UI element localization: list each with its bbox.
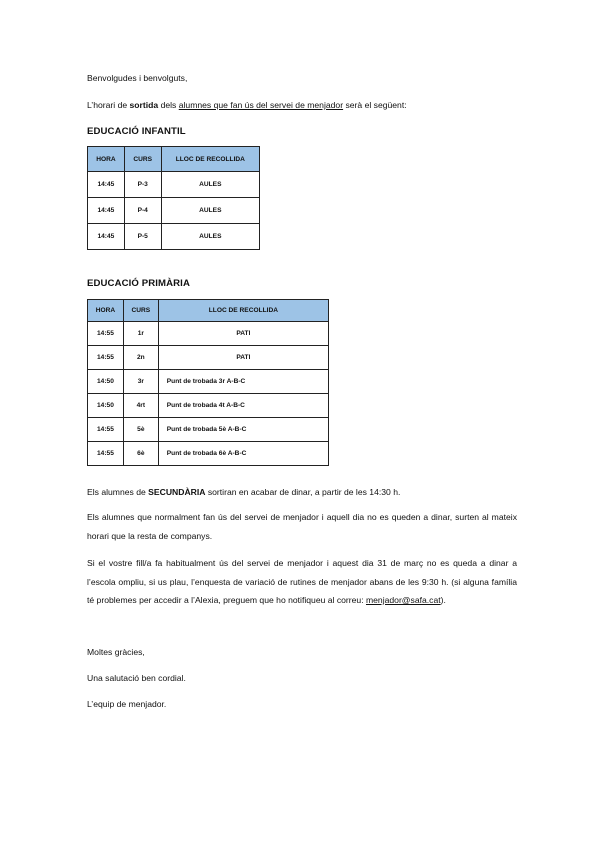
secundaria-before: Els alumnes de	[87, 487, 149, 497]
table-row	[88, 322, 329, 346]
survey-text: Si el vostre fill/a fa habitualment ús del servei de menjador i aquest dia 31 de març no es queda a dinar a l’escola ompliu, si us plau, l’enquesta de variació de rutines de menjador abans de les 9:30 h. (si alguna família té problemes per accedir a l’Alexia, preguem que ho notifiqueu al correu:	[87, 558, 517, 605]
table-cell: 14:55	[88, 346, 124, 370]
table-cell: 14:45	[88, 172, 125, 198]
greeting: Benvolgudes i benvolguts,	[87, 73, 188, 83]
table-cell: PATI	[158, 346, 328, 370]
table-cell: 1r	[123, 322, 158, 346]
table-row	[88, 198, 260, 224]
table-cell: P-3	[124, 172, 161, 198]
infantil-heading: EDUCACIÓ INFANTIL	[87, 126, 186, 137]
intro-bold: sortida	[129, 100, 159, 110]
header-cell: CURS	[123, 300, 158, 322]
header-cell: LLOC DE RECOLLIDA	[161, 147, 259, 172]
secundaria-bold: SECUNDÀRIA	[148, 487, 206, 497]
table-cell: Punt de trobada 3r A-B-C	[158, 370, 328, 394]
table-row	[88, 172, 260, 198]
intro-before: L’horari de	[87, 100, 130, 110]
table-row	[88, 370, 329, 394]
intro-paragraph	[87, 99, 407, 111]
table-cell: Punt de trobada 6è A-B-C	[158, 442, 328, 466]
header-cell: HORA	[88, 147, 125, 172]
primaria-table	[87, 299, 329, 466]
table-cell: 14:55	[88, 418, 124, 442]
table-cell: P-5	[124, 224, 161, 250]
salutation-line: Una salutació ben cordial.	[87, 673, 186, 683]
table-row	[88, 394, 329, 418]
table-cell: AULES	[161, 224, 259, 250]
table-cell: AULES	[161, 198, 259, 224]
table-cell: 14:45	[88, 224, 125, 250]
infantil-table	[87, 146, 260, 250]
table-cell: Punt de trobada 5è A-B-C	[158, 418, 328, 442]
table-cell: Punt de trobada 4t A-B-C	[158, 394, 328, 418]
paragraph-survey	[87, 554, 517, 610]
table-cell: 3r	[123, 370, 158, 394]
table-row	[88, 418, 329, 442]
table-header-row	[88, 300, 329, 322]
table-cell: 2n	[123, 346, 158, 370]
signature-line: L’equip de menjador.	[87, 699, 167, 709]
table-cell: 14:55	[88, 322, 124, 346]
secundaria-after: sortiran en acabar de dinar, a partir de les 14:30 h.	[205, 487, 401, 497]
table-cell: 5è	[123, 418, 158, 442]
thanks-line: Moltes gràcies,	[87, 647, 145, 657]
table-row	[88, 346, 329, 370]
paragraph-no-lunch: Els alumnes que normalment fan ús del servei de menjador i aquell dia no es queden a dinar, surten al mateix horari que la resta de companys.	[87, 512, 517, 541]
header-cell: LLOC DE RECOLLIDA	[158, 300, 328, 322]
table-cell: 6è	[123, 442, 158, 466]
table-row	[88, 442, 329, 466]
table-cell: PATI	[158, 322, 328, 346]
intro-underlined: alumnes que fan ús del servei de menjador	[178, 100, 344, 110]
header-cell: CURS	[124, 147, 161, 172]
email-link[interactable]: menjador@safa.cat	[365, 595, 441, 605]
table-header-row	[88, 147, 260, 172]
intro-after: serà el següent:	[343, 100, 407, 110]
table-cell: 4rt	[123, 394, 158, 418]
intro-middle: dels	[158, 100, 179, 110]
table-cell: 14:50	[88, 370, 124, 394]
table-cell: 14:50	[88, 394, 124, 418]
table-cell: AULES	[161, 172, 259, 198]
survey-end: ).	[440, 595, 446, 605]
primaria-heading: EDUCACIÓ PRIMÀRIA	[87, 278, 190, 289]
table-cell: P-4	[124, 198, 161, 224]
header-cell: HORA	[88, 300, 124, 322]
secundaria-paragraph	[87, 486, 400, 498]
table-row	[88, 224, 260, 250]
table-cell: 14:55	[88, 442, 124, 466]
table-cell: 14:45	[88, 198, 125, 224]
